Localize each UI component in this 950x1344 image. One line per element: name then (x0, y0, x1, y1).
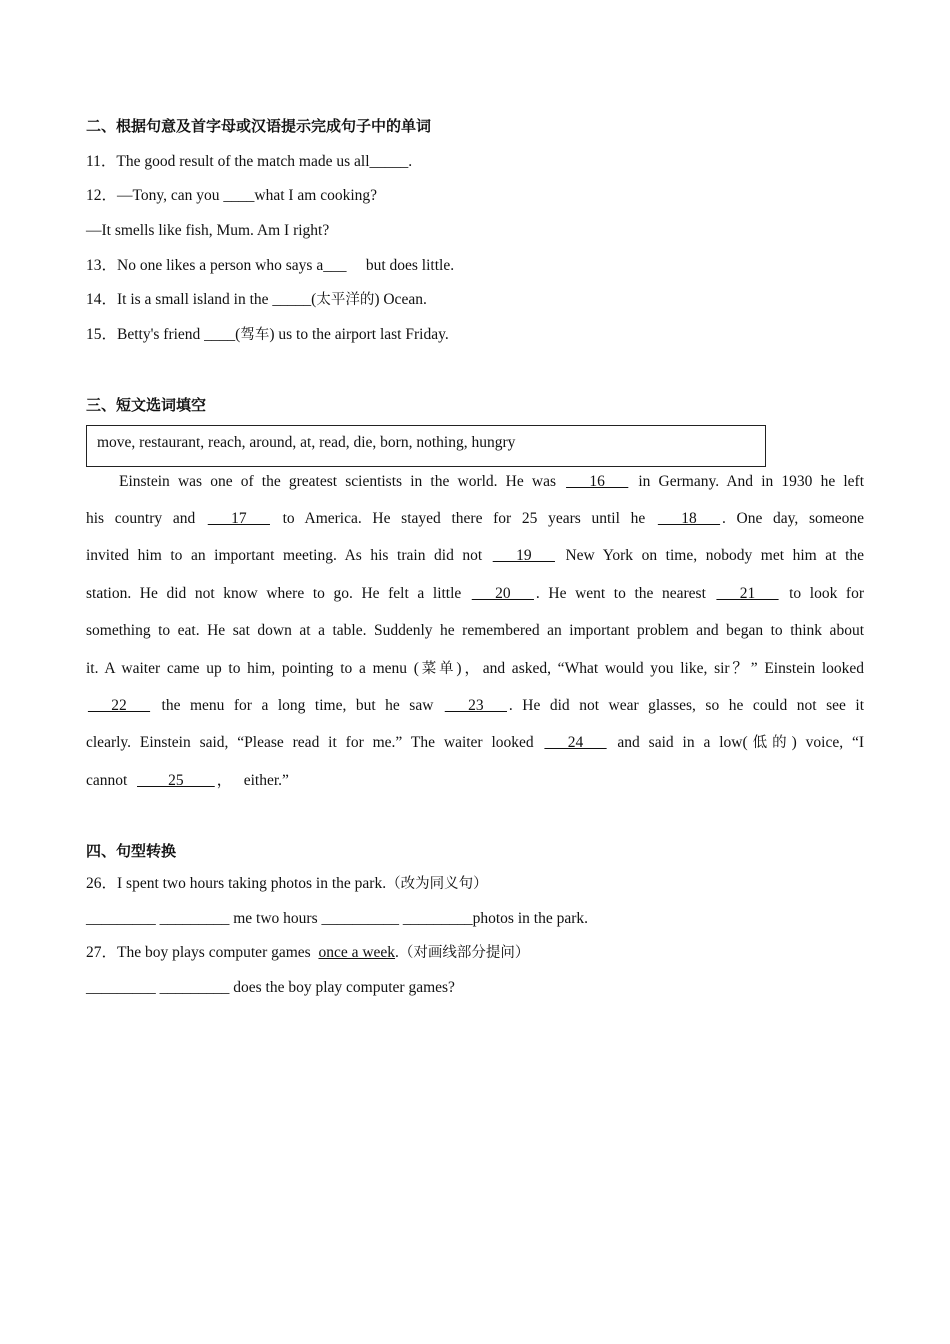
word-box (86, 425, 766, 467)
passage-text: clearly. Einstein said, “Please read it for me.” The waiter looked (86, 734, 534, 751)
q27-instruction: （对画线部分提问） (398, 945, 530, 961)
blank-16: ___16___ (566, 473, 629, 490)
menu-chinese-hint: 菜单 (418, 661, 457, 677)
question-26-answer: _________ _________ me two hours __________ _________photos in the park. (86, 910, 589, 927)
passage-line-6 (86, 659, 864, 679)
passage-text: . One day, someone (721, 510, 865, 527)
q14-text-post: ) Ocean. (374, 291, 427, 308)
passage-line-1 (86, 472, 864, 492)
passage-text: ) voice, “I (791, 734, 864, 751)
passage-text: the menu for a long time, but he saw (161, 697, 434, 714)
passage-line-4 (86, 584, 864, 604)
blank-17: ___17___ (207, 510, 270, 527)
passage-text: ， either.” (216, 772, 289, 789)
passage-text: something to eat. He sat down at a table. Suddenly he remembered an important problem and began to think about (86, 622, 864, 639)
passage-text: and said in a low( (617, 734, 748, 751)
section-2-heading: 二、根据句意及首字母或汉语提示完成句子中的单词 (86, 117, 432, 135)
q14-chinese-hint: 太平洋的 (316, 292, 375, 308)
blank-24: ___24___ (544, 734, 607, 751)
passage-line-2 (86, 509, 864, 529)
blank-23: ___23___ (444, 697, 507, 714)
q27-text-pre: 27．The boy plays computer games (86, 944, 319, 961)
question-27 (86, 943, 529, 963)
passage-text: his country and (86, 510, 196, 527)
question-27-answer: _________ _________ does the boy play computer games? (86, 979, 455, 996)
passage-line-9 (86, 771, 864, 791)
q27-text-post: . (395, 944, 399, 961)
passage-text: cannot (86, 772, 128, 789)
passage-text: in Germany. And in 1930 he left (638, 473, 865, 490)
passage-text: . He went to the nearest (535, 585, 706, 602)
passage-text: Einstein was one of the greatest scientists in the world. He was (119, 473, 557, 490)
passage-text: to America. He stayed there for 25 years until he (282, 510, 646, 527)
passage-text: Einstein looked (764, 660, 865, 677)
q27-underlined-phrase: once a week (318, 944, 396, 961)
section-4-heading: 四、句型转换 (86, 842, 177, 860)
passage-text: . He did not wear glasses, so he could not see it (508, 697, 864, 714)
question-26 (86, 874, 488, 894)
passage-text: station. He did not know where to go. He felt a little (86, 585, 462, 602)
question-12-line-2: —It smells like fish, Mum. Am I right? (86, 222, 330, 239)
question-15 (86, 325, 449, 345)
question-11: 11．The good result of the match made us all_____. (86, 153, 413, 170)
q15-text-post: ) us to the airport last Friday. (269, 326, 449, 343)
blank-20: ___20___ (471, 585, 534, 602)
q14-text-pre: 14．It is a small island in the _____( (86, 291, 317, 308)
q26-text: 26．I spent two hours taking photos in the park. (86, 875, 387, 892)
word-box-text: move, restaurant, reach, around, at, read, die, born, nothing, hungry (97, 434, 516, 451)
passage-line-5 (86, 621, 864, 641)
blank-18: ___18___ (657, 510, 720, 527)
question-13: 13．No one likes a person who says a___ but does little. (86, 257, 455, 274)
passage-text: New York on time, nobody met him at the (565, 547, 865, 564)
blank-19: ___19___ (492, 547, 555, 564)
blank-25: ____25____ (137, 772, 215, 789)
passage-text: to look for (789, 585, 865, 602)
section-3-heading: 三、短文选词填空 (86, 396, 207, 414)
passage-line-3 (86, 546, 864, 566)
passage-line-8 (86, 733, 864, 753)
blank-21: ___21___ (716, 585, 779, 602)
blank-22: ___22___ (88, 697, 150, 714)
passage-text: invited him to an important meeting. As his train did not (86, 547, 483, 564)
q15-text-pre: 15．Betty's friend ____( (86, 326, 241, 343)
passage-text: )，and asked, “What would you like, sir？” (456, 660, 758, 677)
passage-text: it. A waiter came up to him, pointing to a menu ( (86, 660, 419, 677)
question-12-line-1: 12．—Tony, can you ____what I am cooking? (86, 187, 378, 204)
passage-line-7 (86, 696, 864, 716)
q15-chinese-hint: 驾车 (240, 327, 270, 343)
low-chinese-hint: 低的 (747, 735, 792, 751)
q26-instruction: （改为同义句） (386, 876, 488, 892)
question-14 (86, 290, 427, 310)
